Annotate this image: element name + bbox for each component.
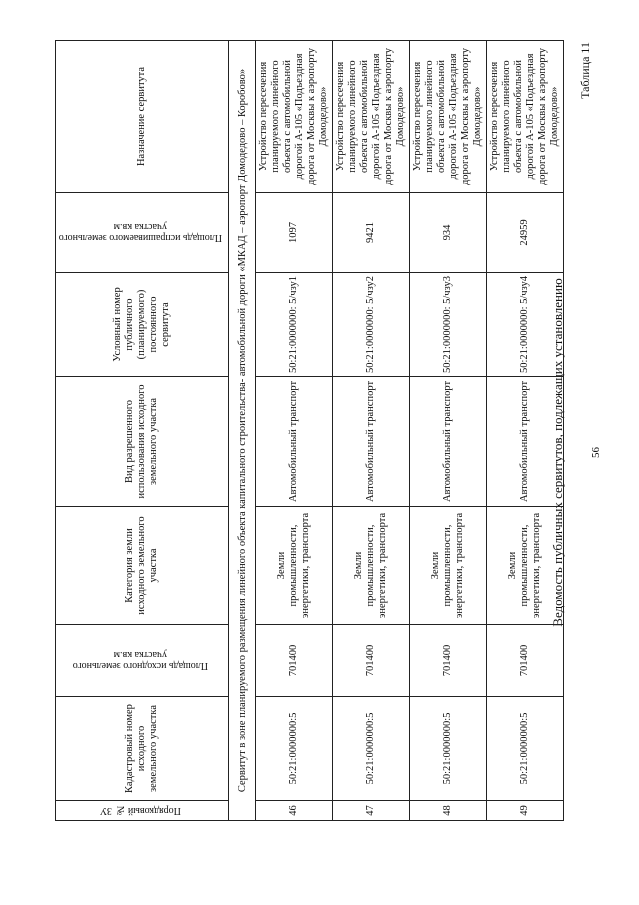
cell-cadastral: 50:21:0000000:5 bbox=[487, 697, 564, 801]
header-num-text: Порядковый № ЗУ bbox=[99, 805, 181, 816]
cell-area-src: 701400 bbox=[487, 625, 564, 697]
page-number: 56 bbox=[590, 447, 602, 458]
cell-area-src: 701400 bbox=[333, 625, 410, 697]
header-category: Категория земли исходного земельного участка bbox=[56, 507, 229, 625]
document-title: Ведомость публичных сервитутов, подлежащих установлению bbox=[550, 278, 565, 627]
cell-category: Земли промышленности, энергетики, транспорта bbox=[256, 507, 333, 625]
table-label: Таблица 11 bbox=[578, 42, 592, 99]
cell-num: 46 bbox=[256, 801, 333, 821]
table-row bbox=[333, 41, 410, 821]
cell-cadastral: 50:21:0000000:5 bbox=[410, 697, 487, 801]
cell-servitude-no: 50:21:0000000: 5/чзу3 bbox=[410, 273, 487, 377]
cell-area-src: 701400 bbox=[256, 625, 333, 697]
header-area-req-text: Площадь испрашиваемого земельного участка кв.м bbox=[58, 221, 222, 244]
header-servitude-no: Условный номер публичного (планируемого) постоянного сервитута bbox=[56, 273, 229, 377]
cell-purpose: Устройство пересечения планируемого линейного объекта с автомобильной дорогой А-105 «Подъездная дорога от Москвы к аэропорту Домодедово» bbox=[333, 41, 410, 193]
cell-num: 48 bbox=[410, 801, 487, 821]
header-cadastral: Кадастровый номер исходного земельного участка bbox=[56, 697, 229, 801]
cell-cadastral: 50:21:0000000:5 bbox=[256, 697, 333, 801]
zone-row bbox=[229, 41, 256, 821]
zone-cell: Сервитут в зоне планируемого размещения линейного объекта капитального строительства- автомобильной дороги «МКАД – аэропорт Домодедово – Коробово» bbox=[229, 41, 256, 821]
cell-area-req: 9421 bbox=[333, 193, 410, 273]
cell-area-req: 934 bbox=[410, 193, 487, 273]
cell-num: 47 bbox=[333, 801, 410, 821]
cell-usage: Автомобильный транспорт bbox=[256, 377, 333, 507]
header-area-src bbox=[56, 625, 229, 697]
cell-purpose: Устройство пересечения планируемого линейного объекта с автомобильной дорогой А-105 «Подъездная дорога от Москвы к аэропорту Домодедово» bbox=[410, 41, 487, 193]
header-num bbox=[56, 801, 229, 821]
cell-area-req: 1097 bbox=[256, 193, 333, 273]
cell-num: 49 bbox=[487, 801, 564, 821]
servitude-table bbox=[55, 40, 564, 821]
cell-purpose: Устройство пересечения планируемого линейного объекта с автомобильной дорогой А-105 «Подъездная дорога от Москвы к аэропорту Домодедово» bbox=[487, 41, 564, 193]
cell-servitude-no: 50:21:0000000: 5/чзу4 bbox=[487, 273, 564, 377]
cell-cadastral: 50:21:0000000:5 bbox=[333, 697, 410, 801]
cell-category: Земли промышленности, энергетики, транспорта bbox=[410, 507, 487, 625]
header-area-src-text: Площадь исходного земельного участка кв.м bbox=[72, 649, 208, 672]
table-row bbox=[487, 41, 564, 821]
cell-usage: Автомобильный транспорт bbox=[410, 377, 487, 507]
table-row bbox=[410, 41, 487, 821]
cell-area-req: 24959 bbox=[487, 193, 564, 273]
header-purpose: Назначение сервитута bbox=[56, 41, 229, 193]
cell-purpose: Устройство пересечения планируемого линейного объекта с автомобильной дорогой А-105 «Подъездная дорога от Москвы к аэропорту Домодедово» bbox=[256, 41, 333, 193]
table-row bbox=[256, 41, 333, 821]
cell-usage: Автомобильный транспорт bbox=[487, 377, 564, 507]
cell-category: Земли промышленности, энергетики, транспорта bbox=[333, 507, 410, 625]
cell-servitude-no: 50:21:0000000: 5/чзу1 bbox=[256, 273, 333, 377]
cell-category: Земли промышленности, энергетики, транспорта bbox=[487, 507, 564, 625]
cell-area-src: 701400 bbox=[410, 625, 487, 697]
cell-usage: Автомобильный транспорт bbox=[333, 377, 410, 507]
cell-servitude-no: 50:21:0000000: 5/чзу2 bbox=[333, 273, 410, 377]
header-area-req bbox=[56, 193, 229, 273]
header-row bbox=[56, 41, 229, 821]
header-usage: Вид разрешенного использования исходного земельного участка bbox=[56, 377, 229, 507]
